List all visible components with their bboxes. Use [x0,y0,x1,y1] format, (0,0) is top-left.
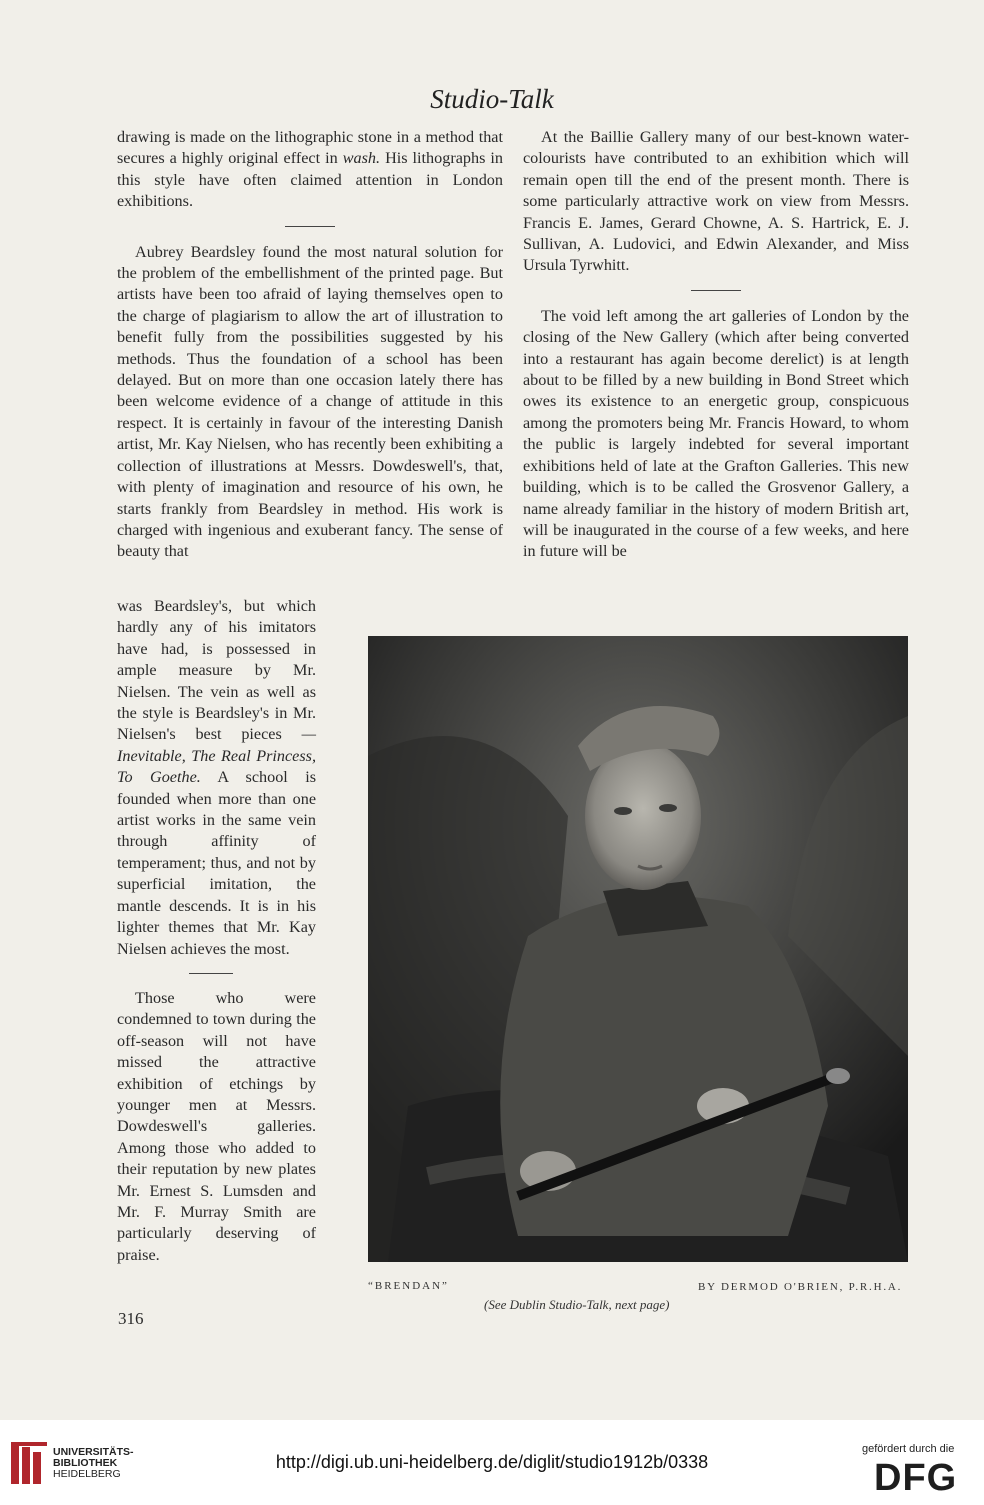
portrait-illustration [368,636,908,1262]
funded-by-label: gefördert durch die [862,1443,955,1455]
portrait-painting-image [368,636,908,1262]
paragraph-nielsen: was Beardsley's, but which hardly any of his imitators have had, is possessed in ample measure by Mr. Nielsen. The vein as well as the style is Beardsley's in Mr. Nielsen's best pieces —Inevitable, The Real Princess, To Goethe. A school is founded when more than one artist works in the same vein through affinity of temperament; thus, and not by superficial imitation, the mantle descends. It is in his lighter themes that Mr. Kay Nielsen achieves the most. [117,597,317,958]
library-name: UNIVERSITÄTS- BIBLIOTHEK HEIDELBERG [53,1446,134,1480]
paragraph-etchings: Those who were condemned to town during the off-season will not have missed the attractive exhibition of etchings by younger men at Messrs. Dowdeswell's galleries. Among those who added to their reputation by new plates Mr. Ernest S. Lumsden and Mr. F. Murray Smith are particularly deserving of praise. [117,988,316,1264]
figure-caption-artist: BY DERMOD O'BRIEN, P.R.H.A. [698,1281,903,1293]
section-rule [691,290,741,291]
paragraph-baillie: At the Baillie Gallery many of our best-known water-colourists have contributed to an exhibition which will remain open till the end of the present month. There is some particularly attractive work on view from Messrs. Francis E. James, Gerard Chowne, A. S. Hartrick, E. J. Sullivan, A. Ludovici, and Edwin Alexander, and Miss Ursula Tyrwhitt. [523,128,909,275]
left-column-top [117,127,503,563]
running-header: Studio-Talk [430,84,554,114]
page-number: 316 [118,1309,144,1328]
right-column [523,127,909,563]
paragraph-grosvenor: The void left among the art galleries of London by the closing of the New Gallery (which after being converted into a restaurant has again become derelict) is at length about to be filled by a new building in Bond Street which owes its existence to an energetic group, conspicuous among the promoters being Mr. Francis Howard, to whom the public is largely indebted for several important exhibitions held of late at the Grafton Galleries. This new building, which is to be called the Grosvenor Gallery, a name already familiar in the history of modern British art, will be inaugurated in the course of a few weeks, and here in future will be [523,306,909,561]
paragraph-beardsley: Aubrey Beardsley found the most natural solution for the problem of the embellishment of the printed page. But artists have been too afraid of laying themselves open to the charge of plagiarism to allow the art of illustration to benefit fully from the possibilities suggested by his methods. Thus the foundation of a school has been delayed. But on more than one occasion lately there has been welcome evidence of a change of attitude in this respect. It is certainly in favour of the interesting Danish artist, Mr. Kay Nielsen, who has recently been exhibiting a collection of illustrations at Messrs. Dowdeswell's, that, with plenty of imagination and resource of his own, he starts frankly from Beardsley in method. His work is charged with ingenious and exuberant fancy. The sense of beauty that [117,242,503,561]
paragraph-lithograph: drawing is made on the lithographic stone in a method that secures a highly original effect in wash. His lithographs in this style have often claimed attention in London exhibitions. [117,128,503,211]
section-rule [189,973,233,974]
figure-caption-title: “BRENDAN” [368,1280,449,1292]
left-column-narrow [117,596,316,1266]
source-url-link[interactable]: http://digi.ub.uni-heidelberg.de/diglit/studio1912b/0338 [275,1452,709,1472]
figure-caption-note: (See Dublin Studio-Talk, next page) [484,1297,670,1312]
section-rule [285,226,335,227]
dfg-logo: DFG [874,1457,958,1499]
